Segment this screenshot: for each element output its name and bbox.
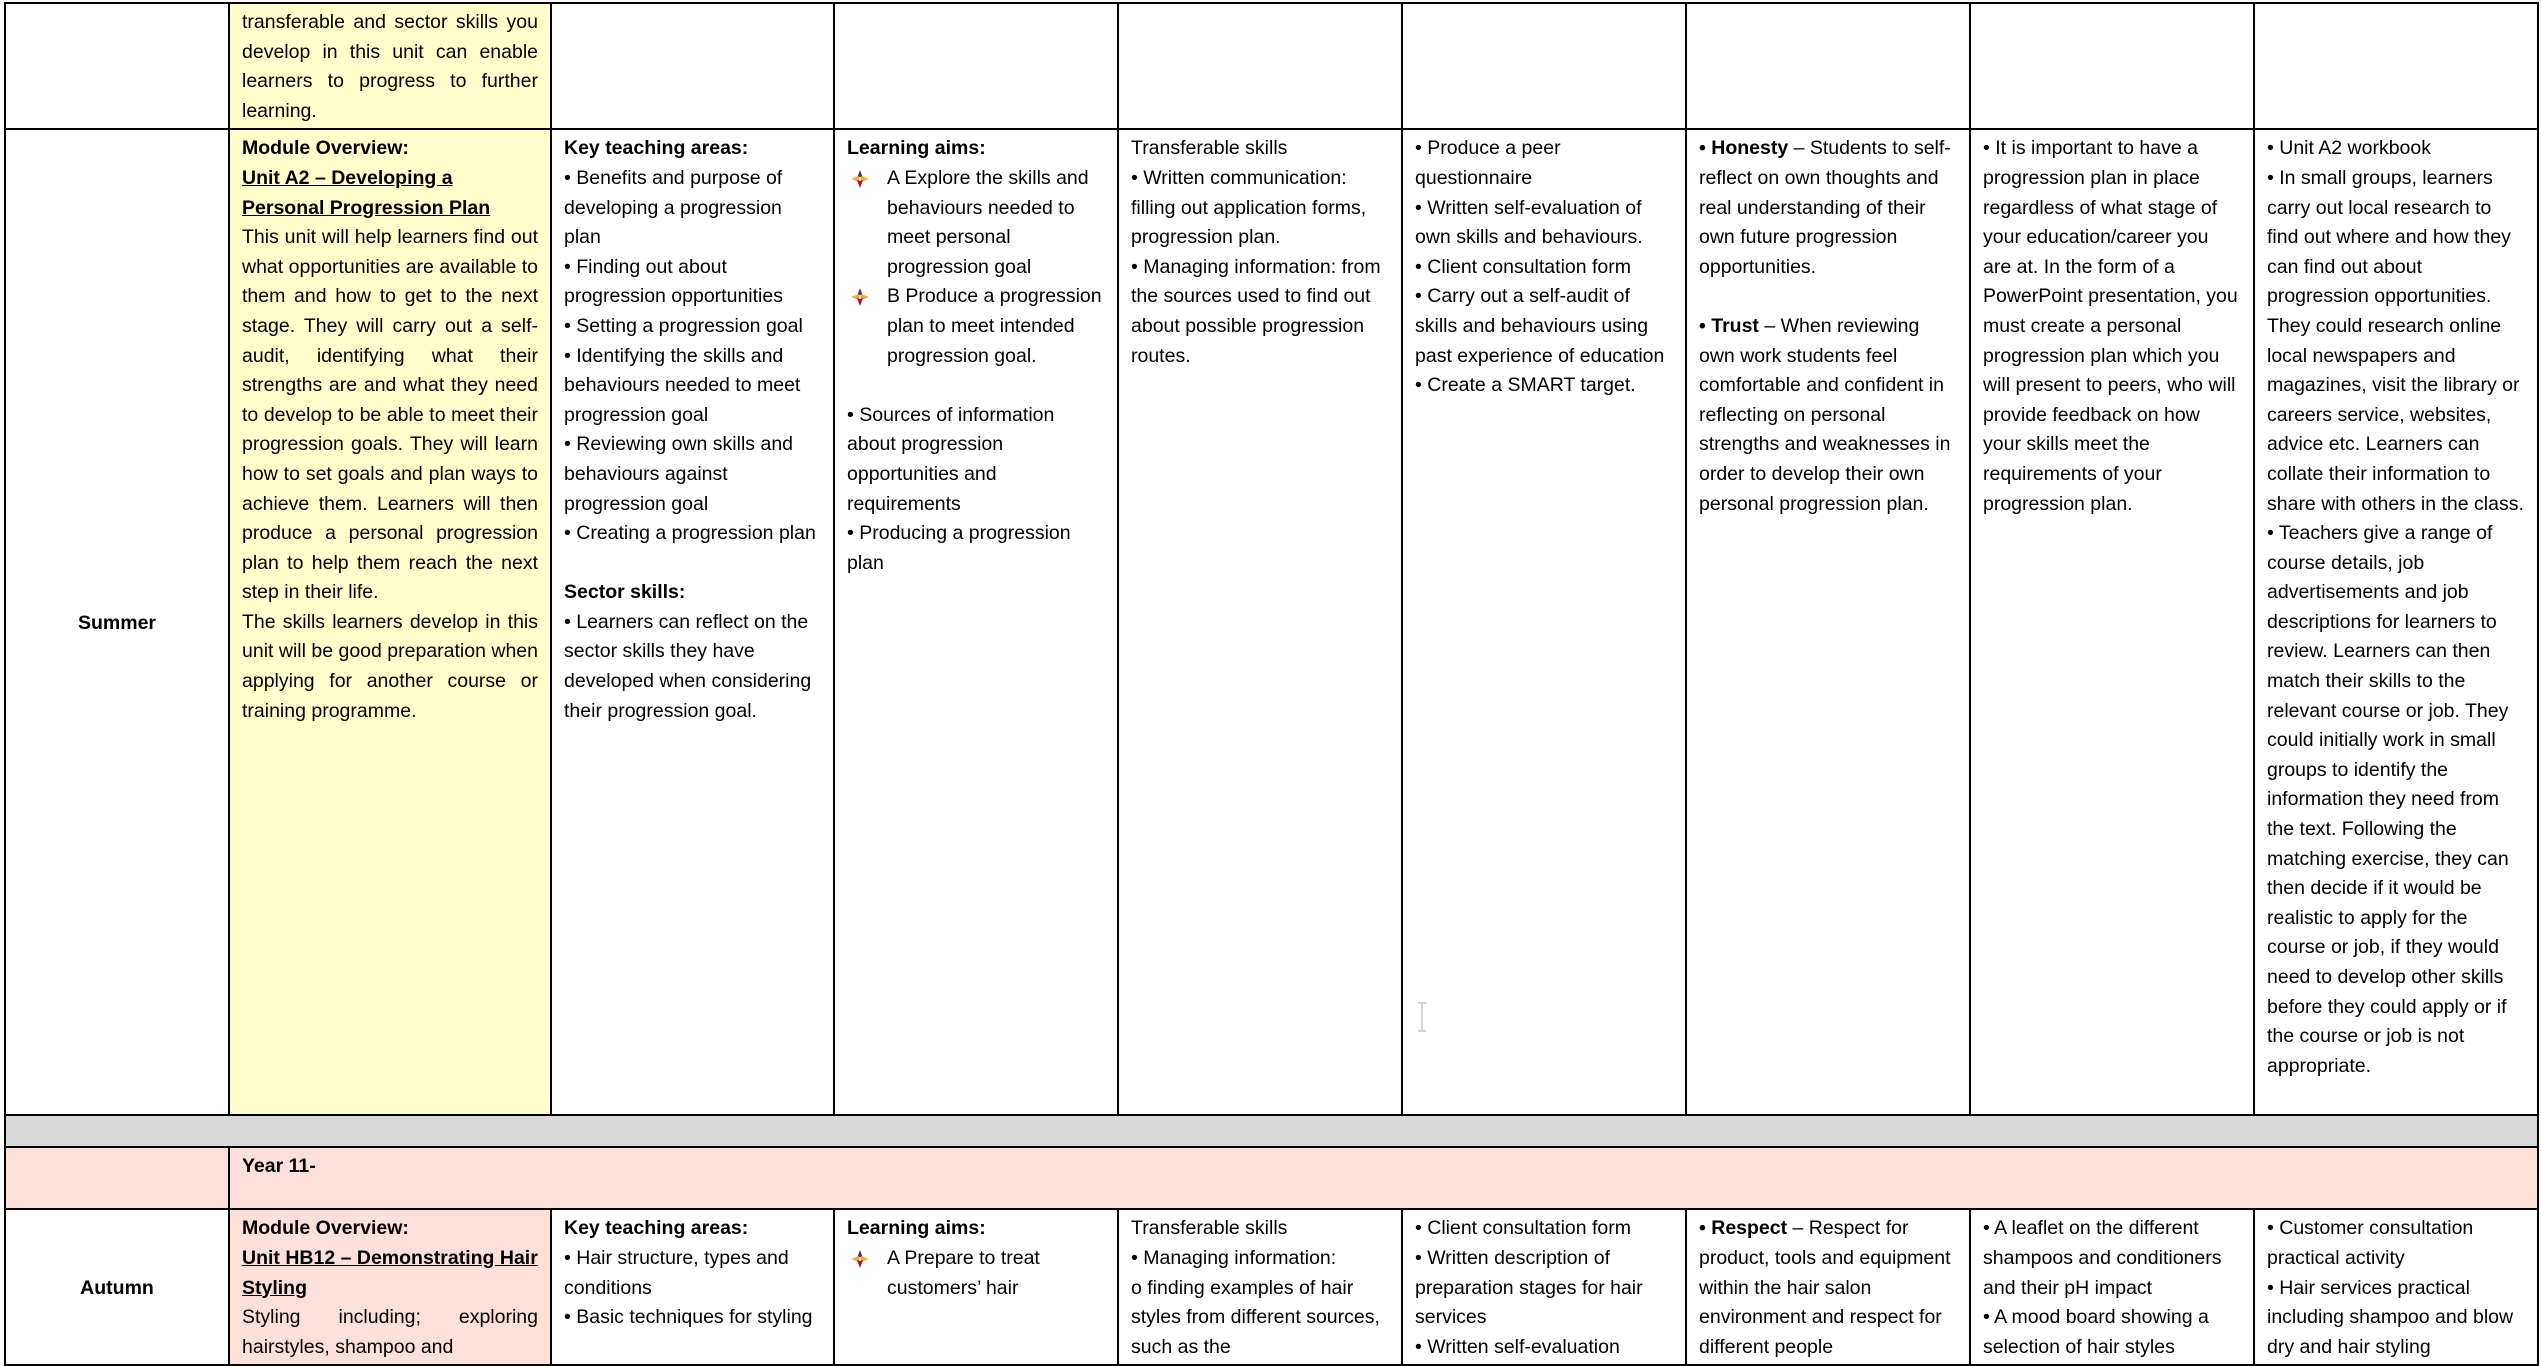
- empty-cell: [1118, 3, 1402, 129]
- year-header-spacer: [5, 1147, 229, 1209]
- list-item: • Written communication: filling out application forms, progression plan.: [1131, 166, 1367, 249]
- list-item: • Finding out about progression opportunities: [564, 255, 783, 308]
- value-text: – When reviewing own work students feel comfortable and confident in reflecting on personal strengths and weaknesses in order to develop their own personal progression plan.: [1699, 314, 1951, 515]
- term-cell-autumn: Autumn: [5, 1209, 229, 1365]
- list-item: • A mood board showing a selection of hair styles: [1983, 1306, 2209, 1358]
- value-label: • Respect: [1699, 1217, 1788, 1240]
- term-cell-empty: [5, 3, 229, 129]
- divider-row: [5, 1115, 2538, 1147]
- divider-cell: [5, 1115, 2538, 1147]
- overview-paragraph: Styling including; exploring hairstyles, shampoo and: [242, 1306, 538, 1358]
- transferable-heading: Transferable skills: [1131, 1217, 1288, 1240]
- sector-skills-heading: Sector skills:: [564, 581, 686, 604]
- module-overview-cell: [229, 129, 551, 1115]
- list-item: • Customer consultation practical activity: [2267, 1217, 2474, 1269]
- overview-paragraph: The skills learners develop in this unit will be good preparation when applying for another course or training programme.: [242, 610, 538, 722]
- aims-heading: Learning aims:: [847, 1217, 986, 1240]
- learning-aim-item: [847, 282, 1105, 371]
- aim-text: A Explore the skills and behaviours needed to meet personal progression goal: [887, 166, 1089, 278]
- resources-cell: [2254, 129, 2538, 1115]
- list-item: • Unit A2 workbook: [2267, 137, 2431, 160]
- year-header: Year 11-: [229, 1147, 2538, 1209]
- autumn-row: [5, 1209, 2538, 1365]
- continued-row: [5, 3, 2538, 129]
- list-item: • Managing information:: [1131, 1246, 1337, 1269]
- teaching-heading: Key teaching areas:: [564, 1217, 749, 1240]
- key-teaching-cell: [551, 1209, 834, 1365]
- aim-text: A Prepare to treat customers’ hair: [887, 1246, 1040, 1299]
- overview-tail-cell: [229, 3, 551, 129]
- learning-aims-cell: [834, 1209, 1118, 1365]
- value-item: [1699, 1214, 1957, 1362]
- list-item: • Creating a progression plan: [564, 522, 816, 545]
- overview-heading: Module Overview:: [242, 1217, 409, 1240]
- key-teaching-cell: [551, 129, 834, 1115]
- value-label: • Honesty: [1699, 137, 1789, 160]
- list-item: • Produce a peer questionnaire: [1415, 137, 1561, 189]
- teaching-heading: Key teaching areas:: [564, 137, 749, 160]
- aims-heading: Learning aims:: [847, 137, 986, 160]
- value-label: • Trust: [1699, 314, 1759, 337]
- overview-paragraph: This unit will help learners find out what opportunities are available to them and how to get to the next stage. They will carry out a self-audit, identifying what their strengths are and what they need to develop to be able to meet their progression goals. They will learn how to set goals and plan ways to achieve them. Learners will then produce a personal progression plan to help them reach the next step in their life.: [242, 226, 538, 604]
- list-item: • In small groups, learners carry out local research to find out where and how they can find out about progression opportunities. They could research online local newspapers and magazines, visit the library or careers service, websites, advice etc. Learners can collate their information to share with others in the class.: [2267, 166, 2524, 515]
- list-item: • Written description of preparation stages for hair services: [1415, 1246, 1643, 1329]
- empty-cell: [1970, 3, 2254, 129]
- arrow-bullet-icon: [849, 1250, 871, 1268]
- module-overview-cell: [229, 1209, 551, 1365]
- year-header-row: [5, 1147, 2538, 1209]
- list-item: • Teachers give a range of course details, job advertisements and job descriptions for learners to review. Learners can then match their skills to the relevant course or job. They could initially work in small groups to identify the information they need from the text. Following the matching exercise, they can then decide if it would be realistic to apply for the course or job, if they would need to develop other skills before they could apply or if the course or job is not appropriate.: [2267, 522, 2509, 1077]
- value-item: [1699, 312, 1957, 519]
- homework-cell: [1970, 1209, 2254, 1365]
- learning-aims-cell: [834, 129, 1118, 1115]
- list-item: • Reviewing own skills and behaviours against progression goal: [564, 433, 794, 515]
- list-item: • Hair services practical including shampoo and blow dry and hair styling: [2267, 1276, 2514, 1358]
- empty-cell: [2254, 3, 2538, 129]
- resources-cell: [2254, 1209, 2538, 1365]
- list-item: • Sources of information about progression opportunities and requirements: [847, 403, 1055, 515]
- list-item: • Create a SMART target.: [1415, 374, 1636, 397]
- learning-aim-item: [847, 164, 1105, 282]
- list-item: • Producing a progression plan: [847, 522, 1071, 574]
- empty-cell: [834, 3, 1118, 129]
- transferable-heading: Transferable skills: [1131, 137, 1288, 160]
- unit-title: Unit HB12 – Demonstrating Hair Styling: [242, 1246, 538, 1299]
- list-item: • Written self-evaluation: [1415, 1335, 1620, 1358]
- learning-aim-item: [847, 1244, 1105, 1303]
- list-item: • Learners can reflect on the sector skills they have developed when considering their progression goal.: [564, 610, 812, 722]
- empty-cell: [551, 3, 834, 129]
- scheme-of-work-table: [4, 2, 2539, 1366]
- unit-title: Unit A2 – Developing a Personal Progression Plan: [242, 166, 491, 219]
- value-text: – Respect for product, tools and equipment within the hair salon environment and respect for different people: [1699, 1217, 1951, 1358]
- list-item: • Client consultation form: [1415, 1217, 1632, 1240]
- overview-heading: Module Overview:: [242, 137, 409, 160]
- list-item: • Written self-evaluation of own skills and behaviours.: [1415, 196, 1643, 249]
- empty-cell: [1686, 3, 1970, 129]
- value-text: – Students to self-reflect on own thoughts and real understanding of their own future progression opportunities.: [1699, 137, 1951, 278]
- aim-text: B Produce a progression plan to meet intended progression goal.: [887, 285, 1102, 367]
- values-cell: [1686, 129, 1970, 1115]
- list-item: • Basic techniques for styling: [564, 1306, 813, 1329]
- list-item: • A leaflet on the different shampoos and conditioners and their pH impact: [1983, 1217, 2222, 1299]
- arrow-bullet-icon: [849, 288, 871, 306]
- list-item: • Managing information: from the sources used to find out about possible progression routes.: [1131, 255, 1381, 367]
- list-item: • Benefits and purpose of developing a progression plan: [564, 166, 783, 249]
- assessment-cell: [1402, 1209, 1686, 1365]
- term-cell-summer: Summer: [5, 129, 229, 1115]
- list-item: • Carry out a self-audit of skills and behaviours using past experience of education: [1415, 285, 1665, 367]
- overview-tail-text: transferable and sector skills you develop in this unit can enable learners to progress to further learning.: [242, 11, 538, 122]
- list-item: • Identifying the skills and behaviours needed to meet progression goal: [564, 344, 801, 426]
- value-item: [1699, 134, 1957, 282]
- transferable-skills-cell: [1118, 129, 1402, 1115]
- arrow-bullet-icon: [849, 170, 871, 188]
- summer-row: [5, 129, 2538, 1115]
- list-item: • Hair structure, types and conditions: [564, 1246, 789, 1299]
- list-item: o finding examples of hair styles from different sources, such as the: [1131, 1276, 1380, 1358]
- values-cell: [1686, 1209, 1970, 1365]
- text-cursor-icon: [1416, 1002, 1428, 1032]
- list-item: • Setting a progression goal: [564, 314, 803, 337]
- homework-cell: [1970, 129, 2254, 1115]
- assessment-cell: [1402, 129, 1686, 1115]
- transferable-skills-cell: [1118, 1209, 1402, 1365]
- list-item: • Client consultation form: [1415, 255, 1632, 278]
- list-item: • It is important to have a progression plan in place regardless of what stage of your education/career you are at. In the form of a PowerPoint presentation, you must create a personal progression plan which you will present to peers, who will provide feedback on how your skills meet the requirements of your progression plan.: [1983, 137, 2238, 515]
- empty-cell: [1402, 3, 1686, 129]
